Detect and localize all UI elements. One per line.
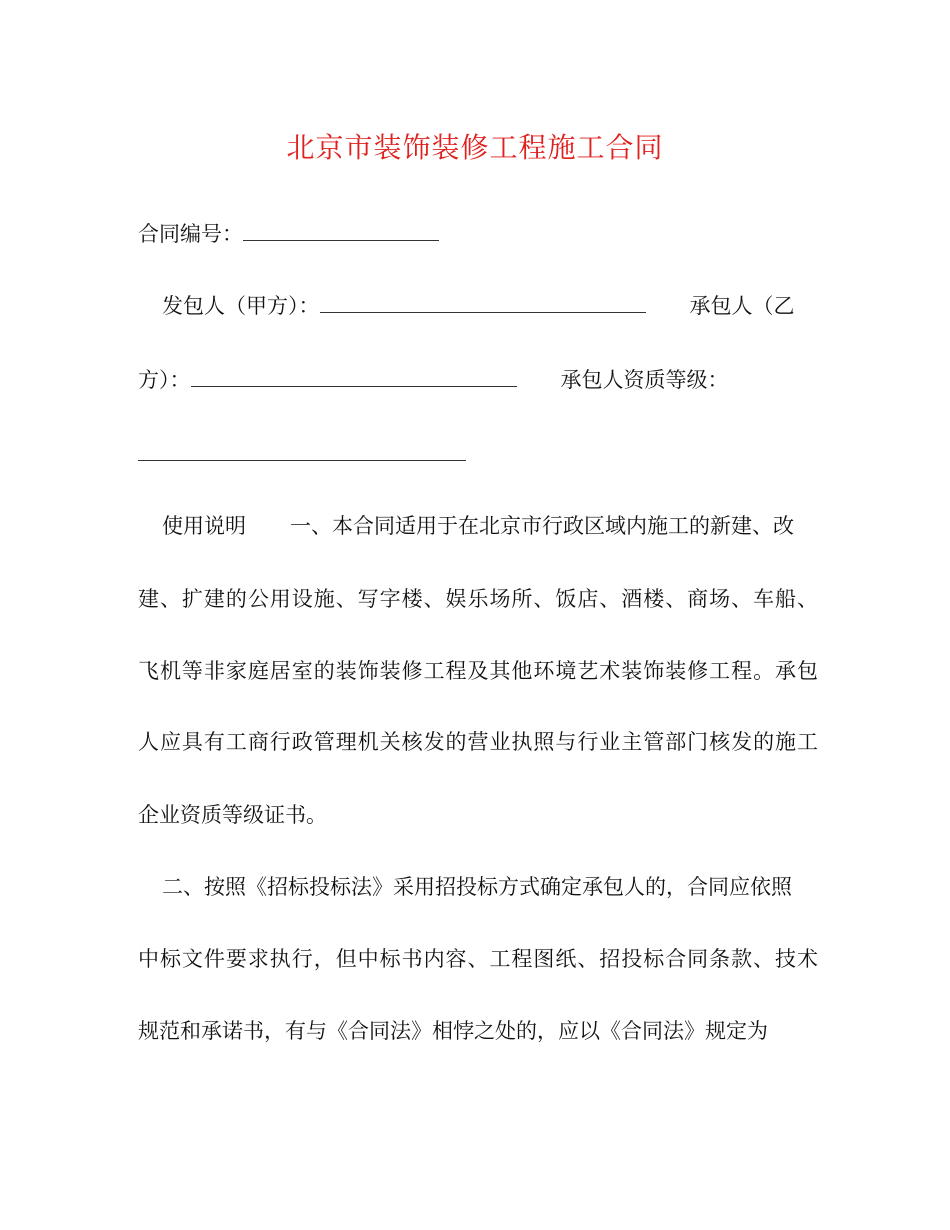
party-row-1 (138, 290, 818, 322)
qualification-label: 承包人资质等级： (560, 368, 729, 392)
contract-number-label: 合同编号： (138, 222, 243, 246)
party-b-label-continued: 方）： (138, 368, 191, 392)
usage-line-1 (138, 510, 818, 542)
document-title: 北京市装饰装修工程施工合同 (286, 131, 664, 164)
para1-line2: 建、扩建的公用设施、写字楼、娱乐场所、饭店、酒楼、商场、车船、 (138, 587, 818, 611)
party-b-blank[interactable] (191, 364, 517, 387)
para2-line2: 中标文件要求执行，但中标书内容、工程图纸、招投标合同条款、技术 (138, 947, 818, 971)
para2-line1: 二、按照《招标投标法》采用招投标方式确定承包人的，合同应依照 (162, 875, 792, 899)
para1-line1: 一、本合同适用于在北京市行政区域内施工的新建、改 (290, 514, 794, 538)
qualification-blank[interactable] (138, 459, 466, 461)
party-a-blank[interactable] (320, 290, 646, 313)
party-b-label: 承包人（乙 (689, 294, 795, 318)
para1-line4: 人应具有工商行政管理机关核发的营业执照与行业主管部门核发的施工 (138, 730, 818, 754)
para1-line5: 企业资质等级证书。 (138, 803, 327, 827)
party-row-2 (138, 364, 818, 396)
para2-line1-row (138, 871, 818, 903)
usage-heading: 使用说明 (162, 514, 246, 538)
para2-line3: 规范和承诺书，有与《合同法》相悖之处的，应以《合同法》规定为 (138, 1019, 768, 1043)
party-a-label: 发包人（甲方）： (162, 294, 320, 318)
contract-number-row (138, 218, 818, 250)
contract-number-blank[interactable] (243, 218, 439, 241)
para1-line3: 飞机等非家庭居室的装饰装修工程及其他环境艺术装饰装修工程。承包 (138, 659, 818, 683)
